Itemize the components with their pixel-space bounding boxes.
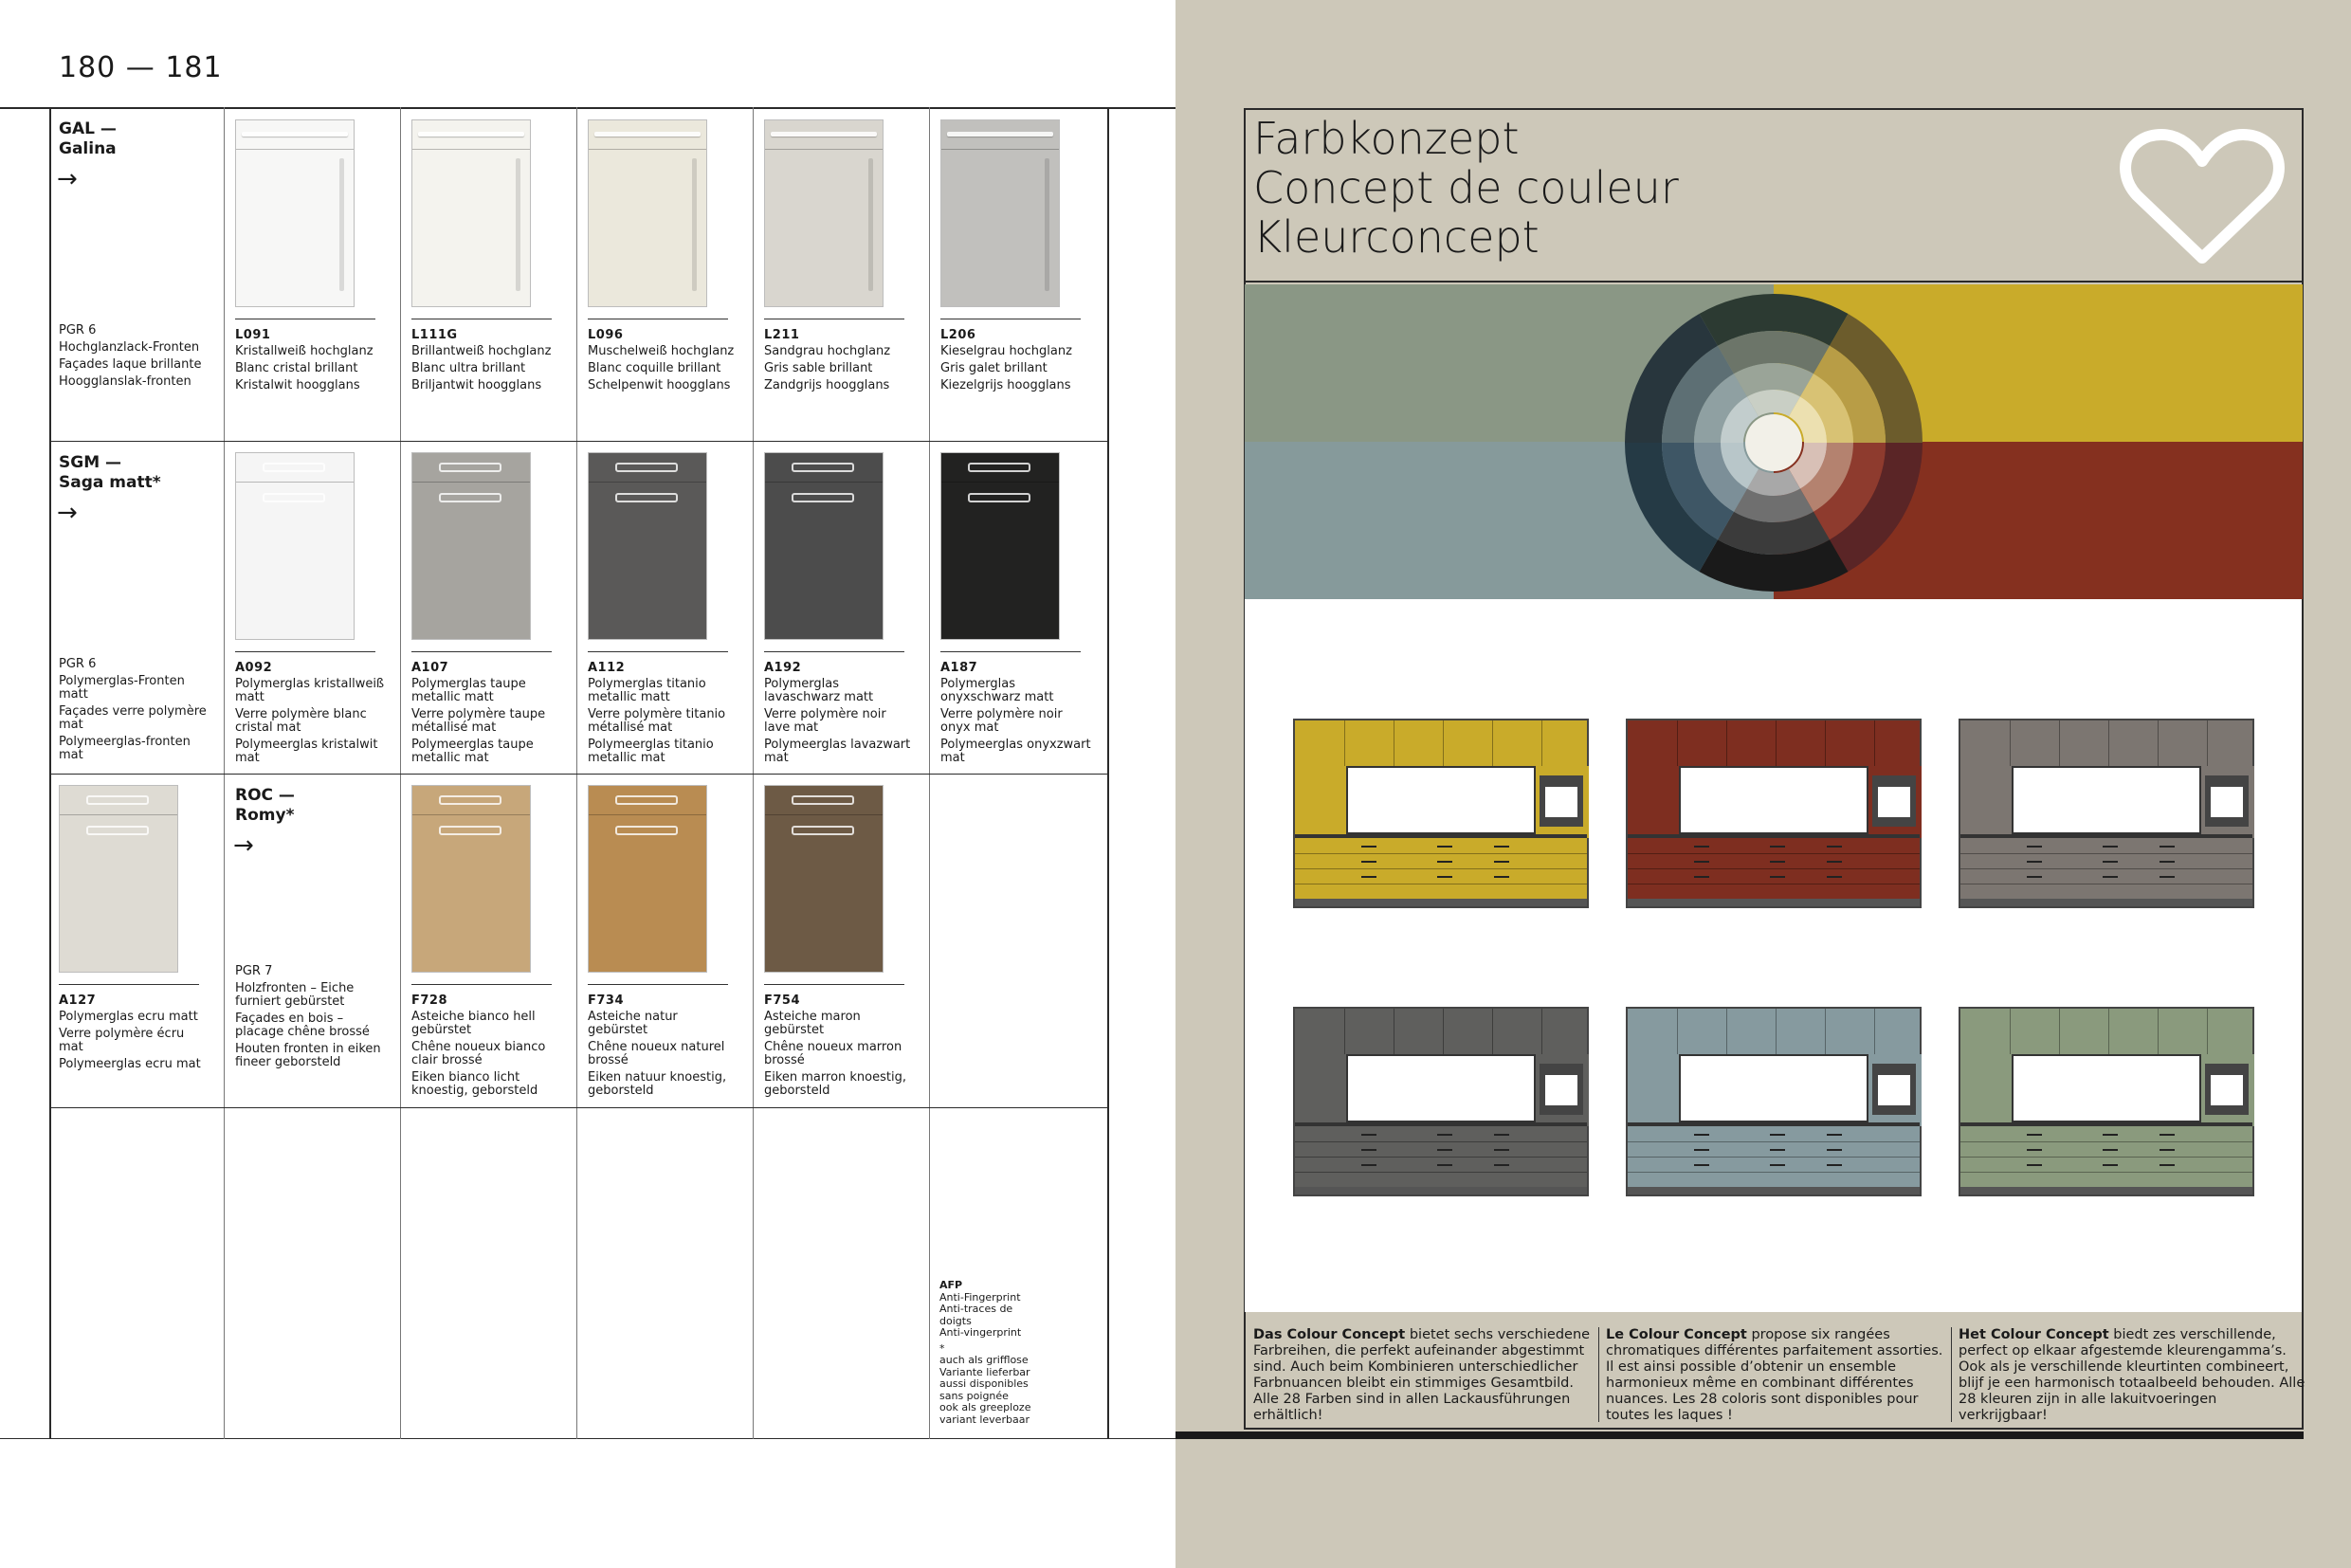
grip-recess (615, 826, 678, 835)
drawer-handle (2027, 876, 2042, 878)
wall-cabinets (1960, 720, 2252, 766)
drawer-handle (1770, 1134, 1785, 1136)
body-text: biedt zes verschillende, perfect op elkaar afgestemde kleurengamma’s. Ook als je verschillende kleurtinten combineert, blijf je een harmonisch totaalbeeld behouden. Alle 28 kleuren zijn in alle lakuitvoeringen verkrijgbaar! (1959, 1327, 2305, 1423)
plinth (1960, 899, 2252, 906)
cabinet-divider (1874, 1009, 1875, 1054)
series-name: Romy* (235, 806, 295, 825)
grip-recess-top (439, 463, 501, 472)
handle-bar (692, 158, 697, 291)
handle-strip (418, 132, 524, 137)
tall-cabinet-left (1628, 1054, 1679, 1126)
color-code: A187 (940, 661, 978, 675)
cabinet-divider (1825, 720, 1826, 766)
grip-recess-top (86, 795, 149, 805)
door-seam (412, 814, 530, 815)
door-seam (589, 814, 706, 815)
kitchen-panel (1245, 599, 2302, 1312)
color-description: Kristallweiß hochglanz Blanc cristal brillant Kristalwit hoogglans (235, 344, 374, 392)
color-description: Polymerglas lavaschwarz matt Verre polymère noir lave mat Polymeerglas lavazwart mat (764, 677, 911, 765)
cabinet-divider (2108, 720, 2109, 766)
cabinet-divider (1492, 1009, 1493, 1054)
drawer-handle (1694, 1164, 1709, 1166)
kitchen-illustration (1959, 1007, 2254, 1196)
front-swatch (59, 785, 178, 973)
grip-recess (792, 493, 854, 502)
cabinet-divider (1541, 1009, 1542, 1054)
swatch-cell (235, 452, 406, 775)
title-rule (1244, 281, 2304, 283)
drawer-divider (1960, 1157, 2252, 1158)
cabinet-divider (2158, 720, 2159, 766)
drawer-handle (1694, 861, 1709, 863)
drawer-divider (1295, 853, 1587, 854)
drawer-handle (2103, 1134, 2118, 1136)
drawer-handle (1694, 1149, 1709, 1151)
backsplash-window (1679, 1054, 1868, 1122)
color-description: Asteiche maron gebürstet Chêne noueux marron brossé Eiken marron knoestig, geborsteld (764, 1010, 906, 1098)
row-divider-3 (49, 1107, 1107, 1108)
color-description: Polymerglas onyxschwarz matt Verre polymère noir onyx mat Polymeerglas onyxzwart mat (940, 677, 1091, 765)
color-code: F728 (411, 994, 448, 1008)
arrow-right-icon: → (57, 165, 78, 193)
cabinet-divider (1677, 720, 1678, 766)
drawer-handle (1494, 1134, 1509, 1136)
drawer-handle (2027, 846, 2042, 848)
cabinet-divider (1776, 720, 1777, 766)
drawer-divider (1628, 868, 1920, 869)
cell-rule (764, 984, 904, 985)
backsplash-window (1346, 766, 1536, 834)
color-code: F734 (588, 994, 625, 1008)
color-code: L111G (411, 328, 458, 342)
front-swatch (411, 119, 531, 307)
heart-outline-icon (2120, 127, 2285, 269)
cabinet-divider (2010, 720, 2011, 766)
drawer-handle (1361, 1134, 1376, 1136)
drawer-handle (1770, 1164, 1785, 1166)
door-seam (941, 149, 1059, 150)
front-swatch (411, 785, 531, 973)
grip-recess-top (263, 463, 325, 472)
oven-window (1545, 1075, 1577, 1105)
swatch-cell (764, 119, 935, 442)
wall-cabinets (1628, 720, 1920, 766)
cabinet-divider (2059, 720, 2060, 766)
swatch-cell (411, 785, 582, 1107)
color-description: Polymerglas kristallweiß matt Verre polymère blanc cristal mat Polymeerglas kristalwit mat (235, 677, 385, 765)
lead-text: Das Colour Concept (1253, 1327, 1406, 1342)
grip-recess-top (792, 795, 854, 805)
drawer-handle (2160, 1149, 2175, 1151)
backsplash-window (1679, 766, 1868, 834)
front-swatch (588, 119, 707, 307)
series-name: Saga matt* (59, 473, 161, 492)
drawer-handle (1361, 861, 1376, 863)
color-description: Sandgrau hochglanz Gris sable brillant Zandgrijs hoogglans (764, 344, 891, 392)
cabinet-divider (1344, 1009, 1345, 1054)
cabinet-divider (1726, 720, 1727, 766)
front-swatch (588, 785, 707, 973)
drawer-divider (1295, 868, 1587, 869)
body-text: bietet sechs verschiedene Farbreihen, die perfekt aufeinander abgestimmt sind. Auch beim Kombinieren unterschiedlicher Farbnuancen bleibt ein stimmiges Gesamtbild. Alle 28 Farben sind in allen Lackausführungen erhältlich! (1253, 1327, 1591, 1423)
cell-rule (588, 651, 728, 652)
oven-window (2211, 1075, 2243, 1105)
cell-rule (59, 984, 199, 985)
cell-rule (235, 651, 375, 652)
grip-recess (615, 493, 678, 502)
drawer-handle (1494, 1164, 1509, 1166)
cell-rule (588, 984, 728, 985)
backsplash-window (2012, 766, 2201, 834)
text-col-divider (1951, 1327, 1952, 1422)
front-swatch (235, 452, 355, 640)
swatch-cell (588, 785, 758, 1107)
cabinet-divider (2158, 1009, 2159, 1054)
wall-cabinets (1295, 720, 1587, 766)
drawer-divider (1628, 1157, 1920, 1158)
door-seam (236, 482, 354, 483)
cabinet-divider (2010, 1009, 2011, 1054)
color-code: A107 (411, 661, 449, 675)
grip-recess (263, 493, 325, 502)
handle-bar (516, 158, 520, 291)
door-seam (60, 814, 177, 815)
pgr-info: PGR 7 Holzfronten – Eiche furniert gebürstet Façades en bois – placage chêne brossé Houten fronten in eiken fineer geborsteld (235, 964, 381, 1069)
drawer-handle (1361, 846, 1376, 848)
series-code: SGM — (59, 453, 122, 472)
plinth (1628, 899, 1920, 906)
drawer-handle (1694, 1134, 1709, 1136)
wheel-center (1745, 414, 1802, 471)
tall-cabinet-left (1628, 766, 1679, 838)
drawer-handle (1494, 861, 1509, 863)
drawer-handle (1827, 1149, 1842, 1151)
front-swatch (411, 452, 531, 640)
drawer-handle (1770, 846, 1785, 848)
drawer-handle (1437, 876, 1452, 878)
plinth (1295, 899, 1587, 906)
front-swatch (940, 452, 1060, 640)
drawer-handle (1361, 1164, 1376, 1166)
handle-strip (242, 132, 348, 137)
color-code: A092 (235, 661, 273, 675)
drawer-handle (2027, 861, 2042, 863)
page-numbers: 180 — 181 (59, 51, 223, 84)
swatch-cell (411, 119, 582, 442)
oven-window (1545, 787, 1577, 817)
front-swatch (588, 452, 707, 640)
swatch-cell (588, 119, 758, 442)
cell-rule (411, 651, 552, 652)
swatch-cell (411, 452, 582, 775)
handle-bar (339, 158, 344, 291)
drawer-handle (2160, 861, 2175, 863)
body-text: propose six rangées chromatiques différentes parfaitement assorties. Il est ainsi possible d’obtenir un ensemble harmonieux même en combinant différentes nuances. Les 28 coloris sont disponibles pour toutes les laques ! (1606, 1327, 1943, 1423)
color-code: A127 (59, 994, 97, 1008)
tall-cabinet-left (1960, 1054, 2012, 1126)
drawer-handle (1827, 876, 1842, 878)
drawer-divider (1295, 1141, 1587, 1142)
handle-strip (594, 132, 701, 137)
color-code: L206 (940, 328, 976, 342)
drawer-handle (2103, 876, 2118, 878)
drawer-divider (1628, 1141, 1920, 1142)
color-description: Muschelweiß hochglanz Blanc coquille brillant Schelpenwit hoogglans (588, 344, 735, 392)
handle-bar (868, 158, 873, 291)
cabinet-divider (1677, 1009, 1678, 1054)
door-seam (236, 149, 354, 150)
color-description: Polymerglas titanio metallic matt Verre polymère titanio métallisé mat Polymeerglas titanio metallic mat (588, 677, 726, 765)
bottom-rule (0, 1438, 1176, 1439)
handle-strip (771, 132, 877, 137)
grip-recess (792, 826, 854, 835)
series-code: GAL — (59, 119, 117, 138)
cell-rule (411, 984, 552, 985)
cabinet-divider (1776, 1009, 1777, 1054)
kitchen-illustration (1293, 1007, 1589, 1196)
drawer-handle (1437, 1164, 1452, 1166)
grip-recess (968, 493, 1030, 502)
grip-recess-top (968, 463, 1030, 472)
door-seam (765, 814, 883, 815)
cabinet-divider (1726, 1009, 1727, 1054)
color-wheel (1625, 294, 1923, 592)
cabinet-divider (1344, 720, 1345, 766)
drawer-handle (1494, 876, 1509, 878)
door-seam (412, 482, 530, 483)
drawer-handle (1437, 1149, 1452, 1151)
door-seam (765, 149, 883, 150)
wall-cabinets (1295, 1009, 1587, 1054)
cell-rule (940, 651, 1081, 652)
drawer-handle (2160, 1164, 2175, 1166)
drawer-handle (1827, 846, 1842, 848)
color-description: Kieselgrau hochglanz Gris galet brillant Kiezelgrijs hoogglans (940, 344, 1072, 392)
arrow-right-icon: → (233, 831, 254, 860)
description-column (1606, 1327, 1953, 1424)
wall-cabinets (1628, 1009, 1920, 1054)
grip-recess-top (615, 463, 678, 472)
drawer-handle (1770, 1149, 1785, 1151)
color-description: Asteiche bianco hell gebürstet Chêne noueux bianco clair brossé Eiken bianco licht knoestig, geborsteld (411, 1010, 546, 1098)
drawer-handle (2160, 876, 2175, 878)
grip-recess-top (439, 795, 501, 805)
drawer-handle (1827, 1134, 1842, 1136)
swatch-cell (940, 452, 1111, 775)
drawer-divider (1960, 1172, 2252, 1173)
drawer-handle (2027, 1134, 2042, 1136)
color-code: L211 (764, 328, 800, 342)
backsplash-window (1346, 1054, 1536, 1122)
drawer-handle (2103, 846, 2118, 848)
cabinet-divider (2108, 1009, 2109, 1054)
drawer-handle (2103, 1149, 2118, 1151)
cabinet-divider (1443, 720, 1444, 766)
drawer-handle (1437, 1134, 1452, 1136)
swatch-cell (235, 119, 406, 442)
drawer-handle (1770, 876, 1785, 878)
drawer-divider (1628, 853, 1920, 854)
grip-recess-top (615, 795, 678, 805)
swatch-cell (940, 119, 1111, 442)
afp-code: AFP (939, 1279, 963, 1291)
tall-cabinet-left (1295, 766, 1346, 838)
oven-window (1878, 1075, 1910, 1105)
lead-text: Het Colour Concept (1959, 1327, 2109, 1342)
kitchen-illustration (1293, 719, 1589, 908)
cabinet-divider (1825, 1009, 1826, 1054)
series-code: ROC — (235, 786, 295, 805)
front-swatch (940, 119, 1060, 307)
pgr-info: PGR 6 Polymerglas-Fronten matt Façades verre polymère mat Polymeerglas-fronten mat (59, 657, 207, 762)
plinth (1295, 1187, 1587, 1194)
color-code: L091 (235, 328, 271, 342)
cabinet-divider (1443, 1009, 1444, 1054)
handle-strip (947, 132, 1053, 137)
arrow-right-icon: → (57, 499, 78, 527)
door-seam (589, 149, 706, 150)
door-seam (765, 482, 883, 483)
cabinet-divider (1874, 720, 1875, 766)
page-title: Farbkonzept Concept de couleur Kleurconcept (1253, 113, 1679, 263)
drawer-handle (2160, 1134, 2175, 1136)
door-seam (589, 482, 706, 483)
color-description: Polymerglas ecru matt Verre polymère écru mat Polymeerglas ecru mat (59, 1010, 201, 1071)
cabinet-divider (2207, 1009, 2208, 1054)
text-col-divider (1598, 1327, 1599, 1422)
lead-text: Le Colour Concept (1606, 1327, 1747, 1342)
top-rule (0, 107, 1176, 109)
cabinet-divider (1541, 720, 1542, 766)
grip-recess-top (792, 463, 854, 472)
description-column (1253, 1327, 1600, 1424)
drawer-handle (2027, 1164, 2042, 1166)
drawer-handle (2027, 1149, 2042, 1151)
drawer-handle (1694, 846, 1709, 848)
drawer-handle (1361, 876, 1376, 878)
drawer-handle (1437, 846, 1452, 848)
drawer-divider (1960, 868, 2252, 869)
drawer-handle (1437, 861, 1452, 863)
swatch-cell (764, 785, 935, 1107)
swatch-cell (764, 452, 935, 775)
drawer-divider (1295, 1157, 1587, 1158)
drawer-handle (2103, 1164, 2118, 1166)
handle-bar (1045, 158, 1049, 291)
grip-recess (86, 826, 149, 835)
tall-cabinet-left (1295, 1054, 1346, 1126)
wall-cabinets (1960, 1009, 2252, 1054)
oven-window (2211, 787, 2243, 817)
color-code: L096 (588, 328, 624, 342)
pgr-info: PGR 6 Hochglanzlack-Fronten Façades laque brillante Hoogglanslak-fronten (59, 323, 202, 389)
grip-recess (439, 826, 501, 835)
oven-window (1878, 787, 1910, 817)
cabinet-divider (2059, 1009, 2060, 1054)
grip-recess (439, 493, 501, 502)
door-seam (412, 149, 530, 150)
front-swatch (764, 785, 884, 973)
drawer-handle (1494, 846, 1509, 848)
drawer-divider (1960, 1141, 2252, 1142)
drawer-handle (1694, 876, 1709, 878)
backsplash-window (2012, 1054, 2201, 1122)
cabinet-divider (2207, 720, 2208, 766)
drawer-divider (1960, 853, 2252, 854)
drawer-divider (1628, 1172, 1920, 1173)
color-code: A112 (588, 661, 626, 675)
drawer-handle (1827, 1164, 1842, 1166)
swatch-cell (59, 785, 229, 1107)
color-code: F754 (764, 994, 801, 1008)
drawer-divider (1295, 1172, 1587, 1173)
door-seam (941, 482, 1059, 483)
color-description: Polymerglas taupe metallic matt Verre polymère taupe métallisé mat Polymeerglas taupe metallic mat (411, 677, 546, 765)
drawer-handle (1770, 861, 1785, 863)
color-code: A192 (764, 661, 802, 675)
cell-rule (764, 651, 904, 652)
front-swatch (764, 119, 884, 307)
swatch-cell (588, 452, 758, 775)
front-swatch (764, 452, 884, 640)
drawer-handle (2160, 846, 2175, 848)
description-column (1959, 1327, 2305, 1424)
footnote: AFP Anti-Fingerprint Anti-traces de doigts Anti-vingerprint * auch als grifflose Variante lieferbar aussi disponibles sans poignée ook als greeploze variant leverbaar (939, 1280, 1044, 1426)
kitchen-illustration (1959, 719, 2254, 908)
bottom-bar (1176, 1431, 2304, 1439)
front-swatch (235, 119, 355, 307)
color-description: Asteiche natur gebürstet Chêne noueux naturel brossé Eiken natuur knoestig, geborsteld (588, 1010, 727, 1098)
cabinet-divider (1492, 720, 1493, 766)
kitchen-illustration (1626, 1007, 1922, 1196)
drawer-handle (1361, 1149, 1376, 1151)
series-name: Galina (59, 139, 117, 158)
plinth (1628, 1187, 1920, 1194)
drawer-handle (1827, 861, 1842, 863)
kitchen-illustration (1626, 719, 1922, 908)
drawer-handle (2103, 861, 2118, 863)
tall-cabinet-left (1960, 766, 2012, 838)
color-description: Brillantweiß hochglanz Blanc ultra brillant Briljantwit hoogglans (411, 344, 552, 392)
plinth (1960, 1187, 2252, 1194)
drawer-handle (1494, 1149, 1509, 1151)
